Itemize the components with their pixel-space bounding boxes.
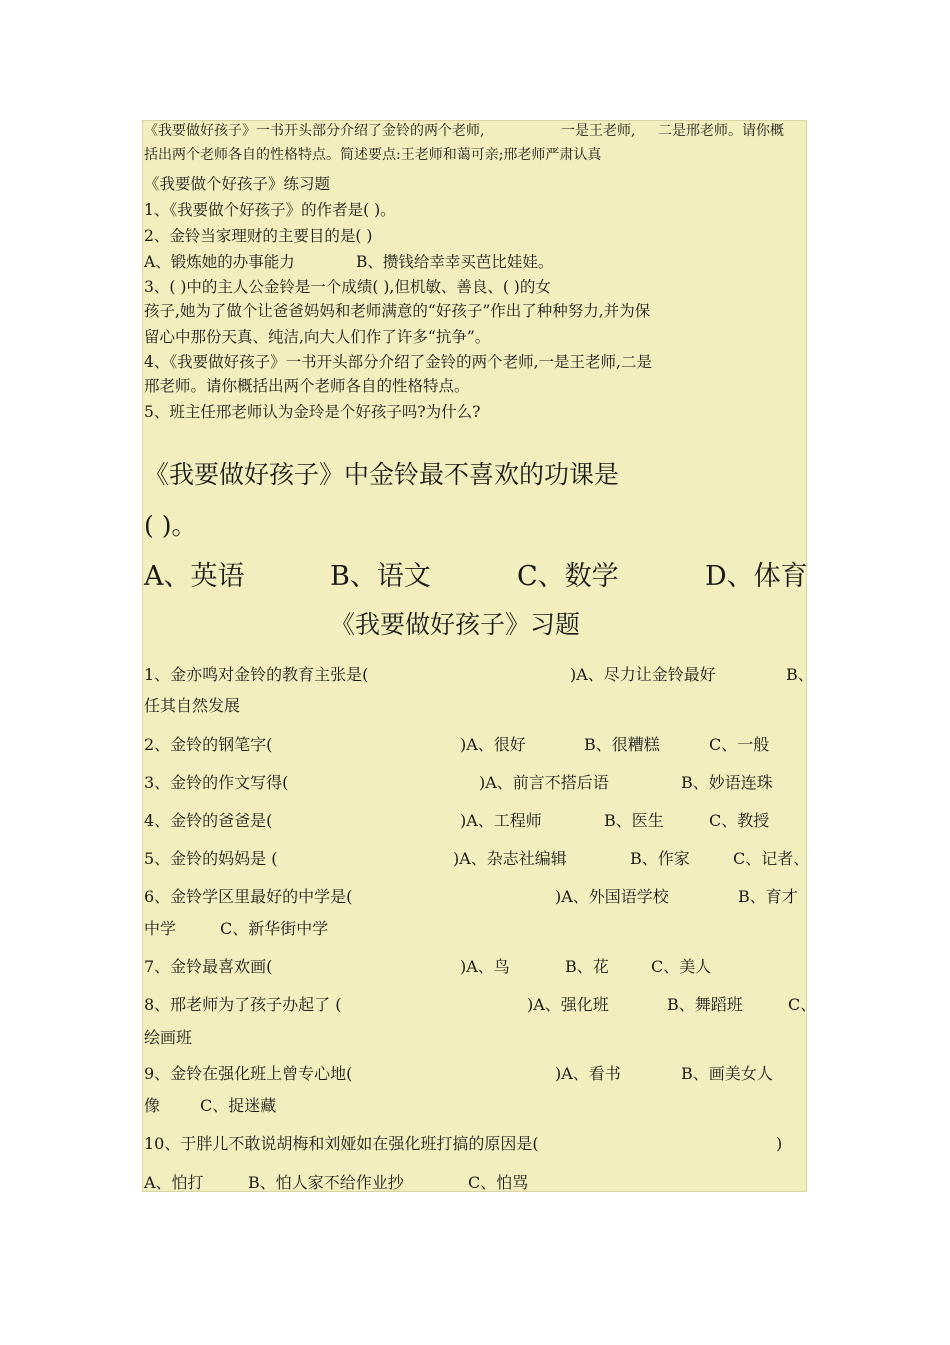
exercise-q3-option-a: )A、前言不搭后语 xyxy=(479,773,609,792)
exercise-q3-stem: 3、金铃的作文写得( xyxy=(144,773,289,792)
practice-title: 《我要做个好孩子》练习题 xyxy=(144,175,331,193)
big-question-option-b: B、语文 xyxy=(330,561,431,592)
exercise-q4-option-b: B、医生 xyxy=(604,811,664,830)
exercise-q6-option-b-label: B、育才 xyxy=(738,887,798,906)
big-question-option-d: D、体育 xyxy=(705,561,808,592)
practice-question-2: 2、金铃当家理财的主要目的是( ) xyxy=(144,227,373,245)
exercise-q5-option-c: C、记者、 xyxy=(733,849,810,868)
exercise-q1-option-b: 任其自然发展 xyxy=(144,696,241,715)
intro-line1-part-c: 二是邢老师。请你概 xyxy=(658,123,784,139)
big-question-line1: 《我要做好孩子》中金铃最不喜欢的功课是 xyxy=(144,460,620,489)
exercise-q10-option-c: C、怕骂 xyxy=(468,1173,529,1192)
exercise-q2-stem: 2、金铃的钢笔字( xyxy=(144,735,273,754)
exercise-q6-option-b: 中学 xyxy=(144,919,177,938)
exercise-q7-option-c: C、美人 xyxy=(651,957,712,976)
exercise-q1-stem: 1、金亦鸣对金铃的教育主张是( xyxy=(144,665,369,684)
exercise-q7-option-a: )A、鸟 xyxy=(460,957,510,976)
practice-question-3-line3: 留心中那份天真、纯洁,向大人们作了许多“抗争”。 xyxy=(144,328,491,346)
exercise-q4-stem: 4、金铃的爸爸是( xyxy=(144,811,273,830)
intro-line1-part-a: 《我要做好孩子》一书开头部分介绍了金铃的两个老师, xyxy=(144,123,485,139)
exercise-q6-option-a: )A、外国语学校 xyxy=(555,887,669,906)
exercise-q8-option-c-label: C、 xyxy=(788,995,817,1014)
practice-question-5: 5、班主任邢老师认为金玲是个好孩子吗?为什么? xyxy=(144,403,481,421)
exercise-q4-option-a: )A、工程师 xyxy=(460,811,542,830)
exercise-q5-stem: 5、金铃的妈妈是 ( xyxy=(144,849,278,868)
exercise-q10-option-a: A、怕打 xyxy=(144,1173,204,1192)
exercise-q5-option-a: )A、杂志社编辑 xyxy=(453,849,567,868)
intro-line1-part-b: 一是王老师, xyxy=(561,123,636,139)
exercise-q9-option-b-continued: 像 xyxy=(144,1096,161,1115)
big-question-option-c: C、数学 xyxy=(517,561,619,592)
practice-question-3-line2: 孩子,她为了做个让爸爸妈妈和老师满意的“好孩子”作出了种种努力,并为保 xyxy=(144,302,651,320)
practice-question-2-option-b: B、攒钱给幸幸买芭比娃娃。 xyxy=(356,253,554,271)
exercise-q8-stem: 8、邢老师为了孩子办起了 ( xyxy=(144,995,342,1014)
practice-question-4-line2: 邢老师。请你概括出两个老师各自的性格特点。 xyxy=(144,377,470,395)
exercise-q10-stem: 10、于胖儿不敢说胡梅和刘娅如在强化班打搞的原因是( xyxy=(144,1134,539,1153)
exercise-title: 《我要做好孩子》习题 xyxy=(330,610,581,639)
exercise-q2-option-a: )A、很好 xyxy=(460,735,526,754)
practice-question-1: 1、《我要做个好孩子》的作者是( )。 xyxy=(144,201,396,219)
big-question-option-a: A、英语 xyxy=(144,561,245,592)
exercise-q7-stem: 7、金铃最喜欢画( xyxy=(144,957,273,976)
intro-line2: 括出两个老师各自的性格特点。简述要点:王老师和蔼可亲;邢老师严肃认真 xyxy=(144,147,602,163)
exercise-q9-option-a: )A、看书 xyxy=(555,1064,621,1083)
exercise-q3-option-b: B、妙语连珠 xyxy=(681,773,773,792)
exercise-q10-close-paren: ) xyxy=(776,1134,783,1153)
exercise-q6-stem: 6、金铃学区里最好的中学是( xyxy=(144,887,353,906)
practice-question-2-option-a: A、锻炼她的办事能力 xyxy=(144,253,295,271)
exercise-q2-option-b: B、很糟糕 xyxy=(584,735,660,754)
exercise-q6-option-c: C、新华街中学 xyxy=(220,919,329,938)
exercise-q2-option-c: C、一般 xyxy=(709,735,770,754)
exercise-q4-option-c: C、教授 xyxy=(709,811,770,830)
exercise-q7-option-b: B、花 xyxy=(565,957,609,976)
big-question-line2: ( )。 xyxy=(144,511,197,540)
exercise-q5-option-b: B、作家 xyxy=(630,849,690,868)
exercise-q1-option-a: )A、尽力让金铃最好 xyxy=(570,665,716,684)
exercise-q8-option-c: 绘画班 xyxy=(144,1028,193,1047)
exercise-q9-option-b: B、画美女人 xyxy=(681,1064,773,1083)
exercise-q9-option-c: C、捉迷藏 xyxy=(200,1096,277,1115)
exercise-q9-stem: 9、金铃在强化班上曾专心地( xyxy=(144,1064,353,1083)
exercise-q10-option-b: B、怕人家不给作业抄 xyxy=(248,1173,404,1192)
exercise-q1-option-b-label: B、 xyxy=(786,665,814,684)
practice-question-3-line1: 3、( )中的主人公金铃是一个成绩( ),但机敏、善良、( )的女 xyxy=(144,278,551,296)
exercise-q8-option-a: )A、强化班 xyxy=(527,995,609,1014)
exercise-q8-option-b: B、舞蹈班 xyxy=(667,995,743,1014)
practice-question-4-line1: 4、《我要做好孩子》一书开头部分介绍了金铃的两个老师,一是王老师,二是 xyxy=(144,353,652,371)
